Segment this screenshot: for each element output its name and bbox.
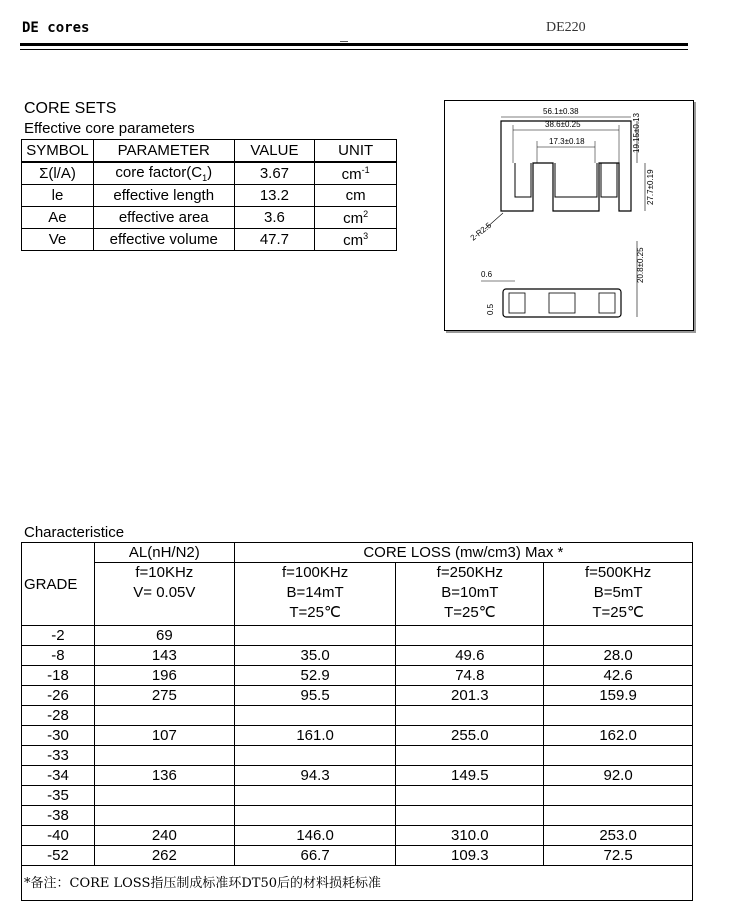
loss-cell: 149.5 (396, 766, 544, 786)
core-loss-note: *备注：CORE LOSS指压制成标准环DT50后的材料损耗标准 (22, 866, 693, 901)
note-row (22, 866, 693, 901)
loss-cell (234, 806, 396, 826)
parameter-cell: core $factor(C_1)$ (93, 162, 234, 185)
params-header-row (22, 140, 397, 163)
table-row (22, 746, 693, 766)
symbol-cell: le (22, 185, 94, 207)
col-header: SYMBOL (22, 140, 94, 163)
loss-cell: 42.6 (544, 666, 693, 686)
loss-cell: 49.6 (396, 646, 544, 666)
loss-cell: 95.5 (234, 686, 396, 706)
grade-cell: -34 (22, 766, 95, 786)
dim-inner-width: 38.6±0.25 (545, 120, 581, 129)
loss-cell: 161.0 (234, 726, 396, 746)
col-header: PARAMETER (93, 140, 234, 163)
symbol-cell: Ae (22, 207, 94, 229)
loss-cell (396, 786, 544, 806)
grade-cell: -52 (22, 846, 95, 866)
char-condition-row (22, 563, 693, 626)
col-header: UNIT (315, 140, 397, 163)
params-row (22, 229, 397, 251)
al-cell: 262 (94, 846, 234, 866)
loss-condition: f=100KHz B=14mT T=25℃ (234, 563, 396, 626)
table-row (22, 646, 693, 666)
value-cell: 47.7 (234, 229, 315, 251)
parameter-cell: effective area (93, 207, 234, 229)
core-loss-header: CORE LOSS (mw/cm3) Max * (234, 543, 692, 563)
loss-cell: 72.5 (544, 846, 693, 866)
al-cell: 240 (94, 826, 234, 846)
table-row (22, 686, 693, 706)
loss-cell (396, 706, 544, 726)
parameter-cell: effective length (93, 185, 234, 207)
loss-cell: 159.9 (544, 686, 693, 706)
core-params-table (21, 139, 397, 251)
loss-cell (234, 706, 396, 726)
grade-cell: -30 (22, 726, 95, 746)
unit-cell: $cm^{-1}$ (315, 162, 397, 185)
effective-params-subtitle: Effective core parameters (24, 120, 195, 137)
loss-cell: 310.0 (396, 826, 544, 846)
grade-cell: -33 (22, 746, 95, 766)
loss-cell (544, 746, 693, 766)
grade-cell: -35 (22, 786, 95, 806)
col-header: VALUE (234, 140, 315, 163)
grade-cell: -40 (22, 826, 95, 846)
table-row (22, 626, 693, 646)
loss-cell (544, 706, 693, 726)
loss-cell (396, 806, 544, 826)
header-tick (340, 41, 348, 42)
loss-cell: 255.0 (396, 726, 544, 746)
grade-cell: -8 (22, 646, 95, 666)
al-cell: 136 (94, 766, 234, 786)
table-row (22, 826, 693, 846)
table-row (22, 766, 693, 786)
grade-cell: -2 (22, 626, 95, 646)
params-row (22, 162, 397, 185)
dim-gap: 0.6 (481, 270, 493, 279)
grade-cell: -28 (22, 706, 95, 726)
loss-cell: 92.0 (544, 766, 693, 786)
value-cell: 3.6 (234, 207, 315, 229)
symbol-cell: Ve (22, 229, 94, 251)
dim-window: 27.7±0.19 (646, 169, 655, 205)
loss-cell (396, 746, 544, 766)
loss-cell (544, 806, 693, 826)
loss-cell: 66.7 (234, 846, 396, 866)
loss-cell: 201.3 (396, 686, 544, 706)
value-cell: 3.67 (234, 162, 315, 185)
characteristics-table (21, 542, 693, 901)
dim-total-width: 56.1±0.38 (543, 107, 579, 116)
e-core-inner (515, 163, 617, 197)
loss-condition: f=250KHz B=10mT T=25℃ (396, 563, 544, 626)
loss-cell (544, 626, 693, 646)
core-sets-title: CORE SETS (24, 100, 117, 117)
loss-cell: 94.3 (234, 766, 396, 786)
dimension-drawing-svg (445, 101, 693, 330)
al-header: AL(nH/N2) (94, 543, 234, 563)
loss-cell: 28.0 (544, 646, 693, 666)
grade-cell: -18 (22, 666, 95, 686)
char-body (22, 626, 693, 866)
loss-cell (396, 626, 544, 646)
al-cell: 107 (94, 726, 234, 746)
table-row (22, 786, 693, 806)
loss-cell: 162.0 (544, 726, 693, 746)
value-cell: 13.2 (234, 185, 315, 207)
loss-cell (234, 746, 396, 766)
dim-depth: 20.8±0.25 (636, 247, 645, 283)
doc-title: DE cores (22, 20, 90, 36)
dim-center: 17.3±0.18 (549, 137, 585, 146)
loss-cell (234, 626, 396, 646)
dim-height: 19.15±0.13 (632, 113, 641, 153)
loss-cell (234, 786, 396, 806)
grade-header: GRADE (22, 543, 95, 626)
al-cell: 196 (94, 666, 234, 686)
loss-cell: 74.8 (396, 666, 544, 686)
unit-cell: cm (315, 185, 397, 207)
loss-cell: 35.0 (234, 646, 396, 666)
params-row (22, 185, 397, 207)
char-header-row (22, 543, 693, 563)
loss-condition: f=500KHz B=5mT T=25℃ (544, 563, 693, 626)
parameter-cell: effective volume (93, 229, 234, 251)
al-cell (94, 746, 234, 766)
table-row (22, 726, 693, 746)
header-rule-thin (20, 49, 688, 50)
grade-cell: -26 (22, 686, 95, 706)
table-row (22, 846, 693, 866)
grade-cell: -38 (22, 806, 95, 826)
al-cell (94, 806, 234, 826)
part-number: DE220 (546, 20, 586, 35)
al-cell: 275 (94, 686, 234, 706)
unit-cell: $cm^2$ (315, 207, 397, 229)
loss-cell: 109.3 (396, 846, 544, 866)
params-row (22, 207, 397, 229)
loss-cell: 253.0 (544, 826, 693, 846)
table-row (22, 706, 693, 726)
loss-cell: 52.9 (234, 666, 396, 686)
al-cell: 143 (94, 646, 234, 666)
dim-radius: 2-R2.5 (468, 220, 494, 243)
al-cell: 69 (94, 626, 234, 646)
al-condition: f=10KHz V= 0.05V (94, 563, 234, 626)
loss-cell (544, 786, 693, 806)
al-cell (94, 786, 234, 806)
table-row (22, 666, 693, 686)
al-cell (94, 706, 234, 726)
dim-chamfer: 0.5 (486, 303, 495, 315)
unit-cell: $cm^3$ (315, 229, 397, 251)
core-dimension-drawing (444, 100, 694, 331)
characteristics-title: Characteristice (24, 524, 125, 541)
symbol-cell: Σ(l/A) (22, 162, 94, 185)
header-rule-thick (20, 43, 688, 46)
table-row (22, 806, 693, 826)
loss-cell: 146.0 (234, 826, 396, 846)
